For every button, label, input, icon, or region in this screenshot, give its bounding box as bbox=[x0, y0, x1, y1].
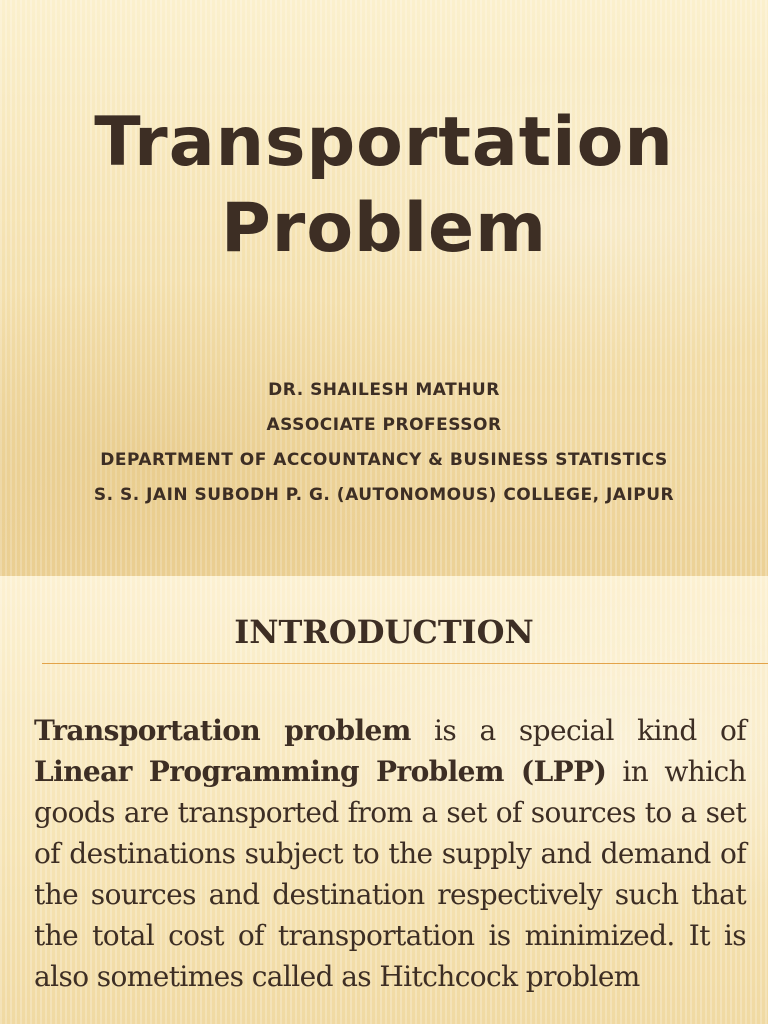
slide-heading: INTRODUCTION bbox=[234, 613, 534, 651]
author-department: DEPARTMENT OF ACCOUNTANCY & BUSINESS STATISTICS bbox=[100, 450, 668, 470]
title-line-2: Problem bbox=[220, 189, 548, 268]
intro-text-2: in which goods are transported from a set of sources to a set of destinations subject to the supply and demand of the sources and destination respectively such that the total cost of transportation is minimized. It is also sometimes called as Hitchcock problem bbox=[34, 755, 746, 993]
author-role: ASSOCIATE PROFESSOR bbox=[266, 415, 502, 435]
author-block bbox=[0, 373, 768, 513]
slide-title bbox=[0, 100, 768, 272]
intro-paragraph bbox=[34, 710, 746, 997]
term-lpp: Linear Programming Problem (LPP) bbox=[34, 755, 607, 788]
author-name: DR. SHAILESH MATHUR bbox=[268, 380, 500, 400]
heading-divider bbox=[42, 663, 768, 664]
term-transportation-problem: Transportation problem bbox=[34, 714, 411, 747]
title-line-1: Transportation bbox=[94, 103, 674, 182]
introduction-slide bbox=[0, 576, 768, 1024]
intro-text-1: is a special kind of bbox=[410, 714, 746, 747]
author-college: S. S. JAIN SUBODH P. G. (AUTONOMOUS) COLLEGE, JAIPUR bbox=[93, 485, 675, 505]
